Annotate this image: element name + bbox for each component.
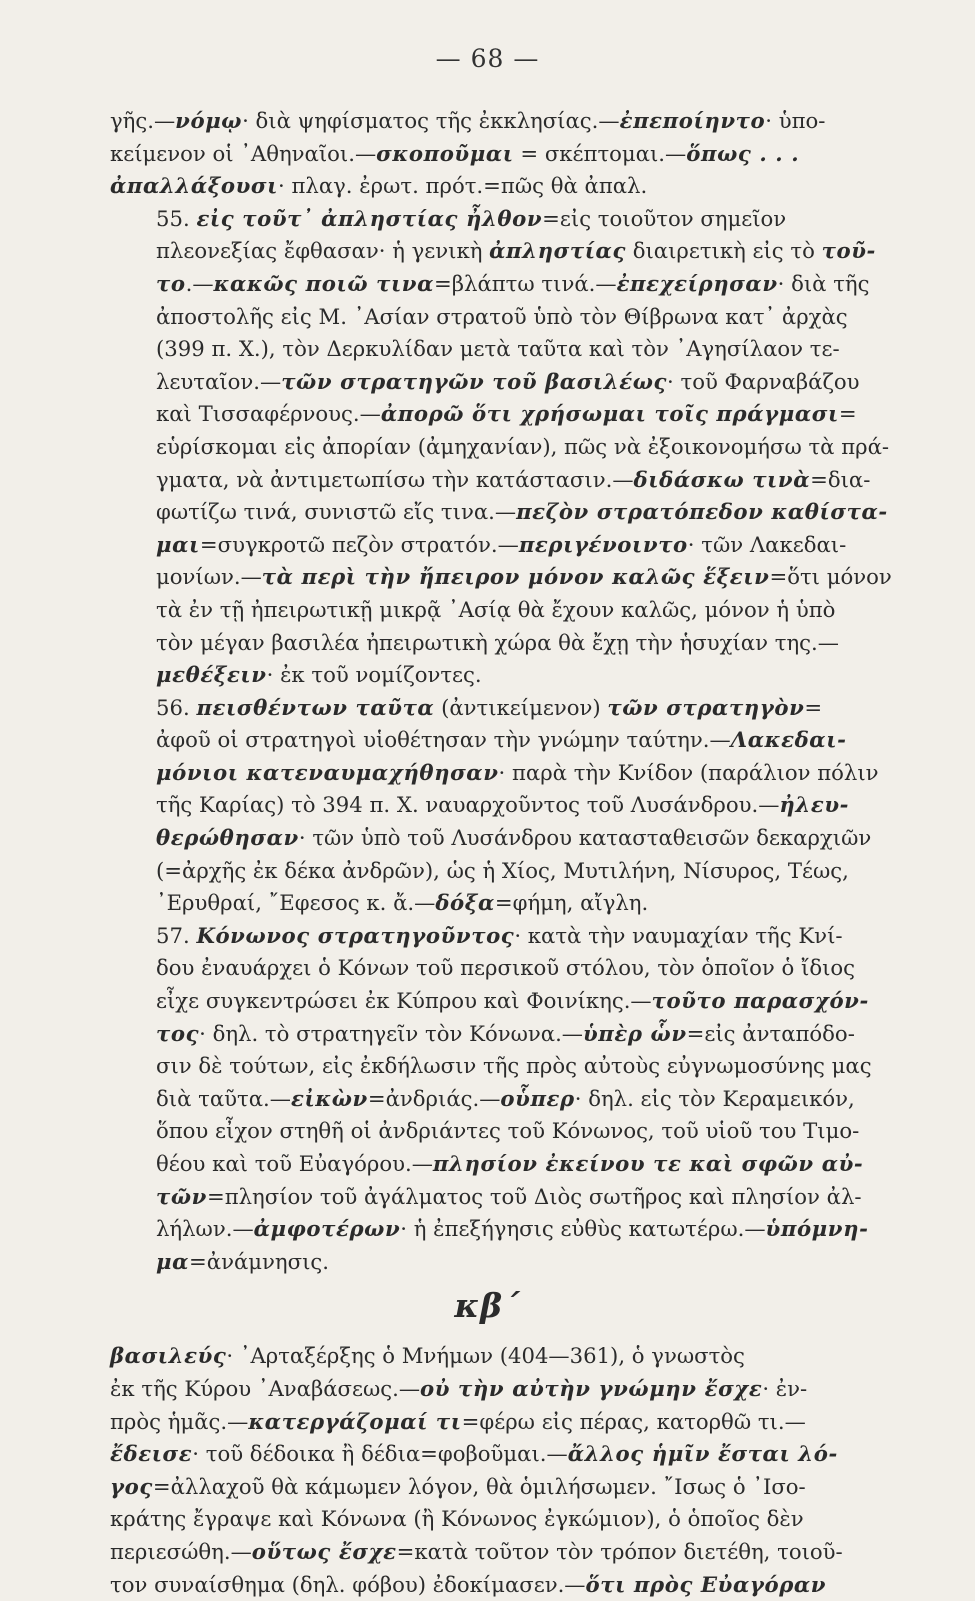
lemma: τοῦ- [821, 238, 876, 264]
lemma: τοῦτο παρασχόν- [651, 988, 869, 1014]
gloss-text: γματα, νὰ ἀντιμετωπίσω τὴν κατάστασιν.— [156, 466, 634, 492]
text-line [110, 1115, 865, 1148]
text-line [110, 952, 865, 985]
text-line [110, 431, 890, 464]
gloss-text: = σκέπτομαι.— [513, 140, 687, 166]
gloss-text: 57. [156, 922, 197, 948]
gloss-text: =δια- [810, 466, 871, 492]
gloss-text: μονίων.— [156, 564, 262, 590]
gloss-text: 55. [156, 205, 197, 231]
text-line [110, 301, 865, 334]
gloss-text: =κατὰ τοῦτον τὸν τρόπον διετέθη, τοιοῦ- [396, 1538, 843, 1564]
gloss-text: · ἐν- [762, 1375, 808, 1401]
text-line [110, 594, 865, 627]
gloss-text: καὶ Τισσαφέρνους.— [156, 401, 381, 427]
text-line [110, 1050, 872, 1083]
commentary-text-continued [110, 1340, 865, 1601]
paragraph [110, 1340, 865, 1601]
gloss-text: θέου καὶ τοῦ Εὐαγόρου.— [156, 1151, 433, 1176]
lemma: το [156, 270, 186, 296]
paragraph [110, 692, 879, 920]
text-line [110, 529, 865, 562]
gloss-text: =βλάπτω τινά.— [434, 270, 617, 296]
text-line [110, 398, 865, 431]
gloss-text: · τοῦ Φαρναβάζου [667, 368, 860, 394]
gloss-text: =ἀλλαχοῦ θὰ κάμωμεν λόγον, θὰ ὁμιλήσωμεν. ῎Ισως ὁ ᾿Ισο- [152, 1473, 806, 1499]
gloss-text: ᾿Ερυθραί, ῎Εφεσος κ. ἄ.— [156, 890, 436, 916]
paragraph [110, 203, 892, 692]
section-heading: κβ΄ [454, 1286, 521, 1326]
gloss-text: κράτης ἔγραψε καὶ Κόνωνα (ἢ Κόνωνος ἐγκώμιον), ὁ ὁποῖος δὲν [110, 1506, 804, 1532]
gloss-text: λήλων.— [156, 1216, 254, 1242]
text-line [110, 1340, 865, 1373]
text-line [110, 887, 865, 920]
lemma: τῶν στρατηγὸν [607, 694, 805, 720]
text-line [110, 1083, 865, 1116]
gloss-text: 56. [156, 694, 197, 720]
lemma: εἰκὼν [290, 1085, 368, 1111]
text-line [110, 1406, 865, 1439]
lemma: μα [156, 1248, 190, 1274]
lemma: οὕτως ἔσχε [251, 1538, 397, 1564]
gloss-text: ἐκ τῆς Κύρου ᾿Αναβάσεως.— [110, 1375, 421, 1401]
text-line [110, 1438, 865, 1471]
gloss-text: πρὸς ἡμᾶς.— [110, 1408, 249, 1434]
gloss-text: διὰ ταῦτα.— [156, 1085, 291, 1111]
gloss-text: · δηλ. εἰς τὸν Κεραμεικόν, [574, 1085, 855, 1111]
gloss-text: ἀποστολῆς εἰς Μ. ᾿Ασίαν στρατοῦ ὑπὸ τὸν Θίβρωνα κατ᾿ ἀρχὰς [156, 303, 848, 329]
text-line [110, 1536, 865, 1569]
gloss-text: ὅπου εἶχον στηθῆ οἱ ἀνδριάντες τοῦ Κόνωνος, τοῦ υἱοῦ του Τιμο- [156, 1118, 860, 1144]
gloss-text: λευταῖον.— [156, 368, 282, 394]
gloss-text: κείμενον οἱ ᾿Αθηναῖοι.— [110, 140, 377, 166]
lemma: μόνιοι κατεναυμαχήθησαν [156, 759, 499, 785]
gloss-text: .— [185, 270, 214, 296]
text-line [110, 235, 876, 268]
gloss-text: ἀφοῦ οἱ στρατηγοὶ υἱοθέτησαν τὴν γνώμην ταύτην.— [156, 727, 731, 753]
lemma: οὐ τὴν αὐτὴν γνώμην ἔσχε [420, 1375, 763, 1401]
gloss-text: δου ἐναυάρχει ὁ Κόνων τοῦ περσικοῦ στόλου, τὸν ὁποῖον ὁ ἴδιος [156, 955, 856, 981]
gloss-text: · τῶν Λακεδαι- [687, 531, 847, 557]
lemma: γος [110, 1473, 153, 1499]
gloss-text: · παρὰ τὴν Κνίδον (παράλιον πόλιν [498, 759, 879, 785]
lemma: πεζὸν στρατόπεδον καθίστα- [516, 499, 888, 525]
text-line [110, 822, 872, 855]
gloss-text: · πλαγ. ἐρωτ. πρότ.=πῶς θὰ ἀπαλ. [278, 173, 648, 199]
text-line [110, 268, 870, 301]
lemma: μαι [156, 531, 200, 557]
gloss-text: · ἐκ τοῦ νομίζοντες. [266, 662, 482, 688]
text-line [110, 920, 865, 953]
gloss-text: εἶχε συγκεντρώσει ἐκ Κύπρου καὶ Φοινίκης.— [156, 988, 652, 1014]
gloss-text: · ᾿Αρταξέρξης ὁ Μνήμων (404—361), ὁ γνωστὸς [226, 1343, 745, 1369]
gloss-text: · διὰ ψηφίσματος τῆς ἐκκλησίας.— [242, 108, 620, 133]
lemma: ἔδεισε [110, 1441, 193, 1467]
gloss-text: τὸν μέγαν βασιλέα ἠπειρωτικὴ χώρα θὰ ἔχῃ τὴν ἡσυχίαν της.— [156, 629, 839, 655]
gloss-text: (=ἀρχῆς ἐκ δέκα ἀνδρῶν), ὡς ἡ Χίος, Μυτιλήνη, Νίσυρος, Τέως, [156, 857, 849, 883]
text-line [110, 561, 892, 594]
text-line [110, 496, 888, 529]
gloss-text: · τῶν ὑπὸ τοῦ Λυσάνδρου κατασταθεισῶν δεκαρχιῶν [298, 825, 872, 851]
gloss-text: = [804, 694, 823, 720]
lemma: ἀμφοτέρων [253, 1216, 401, 1242]
lemma: τὰ περὶ τὴν ἤπειρον μόνον καλῶς ἕξειν [261, 564, 770, 590]
commentary-text [110, 105, 892, 1278]
lemma: διδάσκω τινὰ [633, 466, 811, 492]
gloss-text: =φέρω εἰς πέρας, κατορθῶ τι.— [461, 1408, 806, 1434]
text-line [110, 1569, 865, 1601]
text-line [110, 105, 865, 138]
lemma: ἄλλος ἡμῖν ἔσται λό- [567, 1441, 838, 1467]
text-line [110, 1148, 865, 1181]
lemma: ἀπορῶ ὅτι χρήσωμαι τοῖς πράγμασι [380, 401, 839, 427]
lemma: κατεργάζομαί τι [248, 1408, 462, 1434]
text-line [110, 757, 879, 790]
gloss-text: γῆς.— [110, 108, 176, 133]
gloss-text: =εἰς ἀνταπόδο- [686, 1020, 855, 1046]
lemma: Λακεδαι- [730, 727, 847, 753]
lemma: σκοποῦμαι [376, 140, 514, 166]
lemma: ἠλευ- [779, 792, 850, 818]
lemma: θερώθησαν [156, 825, 299, 851]
paragraph [110, 920, 872, 1279]
lemma: δόξα [435, 890, 495, 916]
lemma: βασιλεύς [110, 1343, 227, 1369]
text-line [110, 366, 865, 399]
gloss-text: =συγκροτῶ πεζὸν στρατόν.— [199, 531, 519, 557]
lemma: τος [156, 1020, 200, 1046]
gloss-text: διαιρετικὴ εἰς τὸ [625, 238, 822, 264]
lemma: μεθέξειν [156, 662, 267, 688]
lemma: ὑπὲρ ὧν [583, 1020, 687, 1046]
paragraph [110, 105, 865, 203]
page-number: — 68 — [435, 44, 540, 73]
lemma: Κόνωνος στρατηγοῦντος [196, 922, 515, 948]
gloss-text: φωτίζω τινά, συνιστῶ εἴς τινα.— [156, 499, 517, 525]
text-line [110, 1503, 865, 1536]
lemma: ὑπόμνη- [765, 1216, 869, 1242]
lemma: τῶν στρατηγῶν τοῦ βασιλέως [281, 368, 667, 394]
gloss-text: · δηλ. τὸ στρατηγεῖν τὸν Κόνωνα.— [199, 1020, 583, 1046]
gloss-text: σιν δὲ τούτων, εἰς ἐκδήλωσιν τῆς πρὸς αὐτοὺς εὐγνωμοσύνης μας [156, 1053, 872, 1079]
gloss-text: εὑρίσκομαι εἰς ἀπορίαν (ἀμηχανίαν), πῶς νὰ ἐξοικονομήσω τὰ πρά- [156, 433, 890, 459]
text-line [110, 789, 865, 822]
gloss-text: · κατὰ τὴν ναυμαχίαν τῆς Κνί- [514, 922, 843, 948]
text-line [110, 1018, 865, 1051]
gloss-text: · ὑπο- [765, 108, 826, 133]
lemma: πλησίον ἐκείνου τε καὶ σφῶν αὐ- [432, 1151, 864, 1176]
text-line [110, 464, 871, 497]
gloss-text: περιεσώθη.— [110, 1538, 252, 1564]
gloss-text: · ἡ ἐπεξήγησις εὐθὺς κατωτέρω.— [400, 1216, 766, 1242]
text-line [110, 724, 865, 757]
text-line [110, 333, 865, 366]
lemma: ὅπως . . . [686, 140, 800, 166]
lemma: ἐπεχείρησαν [616, 270, 778, 296]
text-line [110, 1373, 865, 1406]
gloss-text: =εἰς τοιοῦτον σημεῖον [542, 205, 787, 231]
text-line [110, 1471, 865, 1504]
lemma: νόμῳ [175, 108, 243, 133]
gloss-text: =ὅτι μόνον [769, 564, 892, 590]
lemma: πεισθέντων ταῦτα [196, 694, 435, 720]
gloss-text: =φήμη, αἴγλη. [494, 890, 649, 916]
gloss-text: (399 π. Χ.), τὸν Δερκυλίδαν μετὰ ταῦτα καὶ τὸν ᾿Αγησίλαον τε- [156, 336, 840, 362]
text-line [110, 1246, 865, 1279]
gloss-text: τον συναίσθημα (δηλ. φόβου) ἐδοκίμασεν.— [110, 1571, 586, 1597]
text-line [110, 692, 865, 725]
lemma: ἐπεποίηντο [619, 108, 766, 133]
text-line [110, 1181, 865, 1214]
text-line [110, 985, 869, 1018]
gloss-text: (ἀντικείμενον) [434, 694, 608, 720]
lemma: ἀπληστίας [489, 238, 626, 264]
lemma: τῶν [156, 1183, 207, 1209]
text-line [110, 659, 865, 692]
text-line [110, 1213, 869, 1246]
lemma: ὅτι πρὸς Εὐαγόραν [585, 1571, 827, 1597]
gloss-text: = [838, 401, 857, 427]
gloss-text: πλεονεξίας ἔφθασαν· ἡ γενικὴ [156, 238, 490, 264]
lemma: περιγένοιντο [518, 531, 688, 557]
lemma: οὗπερ [500, 1085, 575, 1111]
lemma: εἰς τοῦτ᾿ ἀπληστίας ἦλθον [196, 205, 543, 231]
gloss-text: · διὰ τῆς [777, 270, 870, 296]
gloss-text: τὰ ἐν τῇ ἠπειρωτικῇ μικρᾷ ᾿Ασίᾳ θὰ ἔχουν καλῶς, μόνον ἡ ὑπὸ [156, 596, 836, 622]
gloss-text: =πλησίον τοῦ ἀγάλματος τοῦ Διὸς σωτῆρος καὶ πλησίον ἀλ- [206, 1183, 862, 1209]
gloss-text: · τοῦ δέδοικα ἢ δέδια=φοβοῦμαι.— [192, 1441, 568, 1467]
text-line [110, 203, 865, 236]
gloss-text: τῆς Καρίας) τὸ 394 π. Χ. ναυαρχοῦντος τοῦ Λυσάνδρου.— [156, 792, 780, 818]
gloss-text: =ἀνάμνησις. [189, 1248, 329, 1274]
lemma: κακῶς ποιῶ τινα [213, 270, 435, 296]
gloss-text: =ἀνδριάς.— [367, 1085, 501, 1111]
text-line [110, 627, 865, 660]
text-line [110, 170, 865, 203]
text-line [110, 138, 865, 171]
text-line [110, 855, 865, 888]
lemma: ἀπαλλάξουσι [110, 173, 278, 199]
